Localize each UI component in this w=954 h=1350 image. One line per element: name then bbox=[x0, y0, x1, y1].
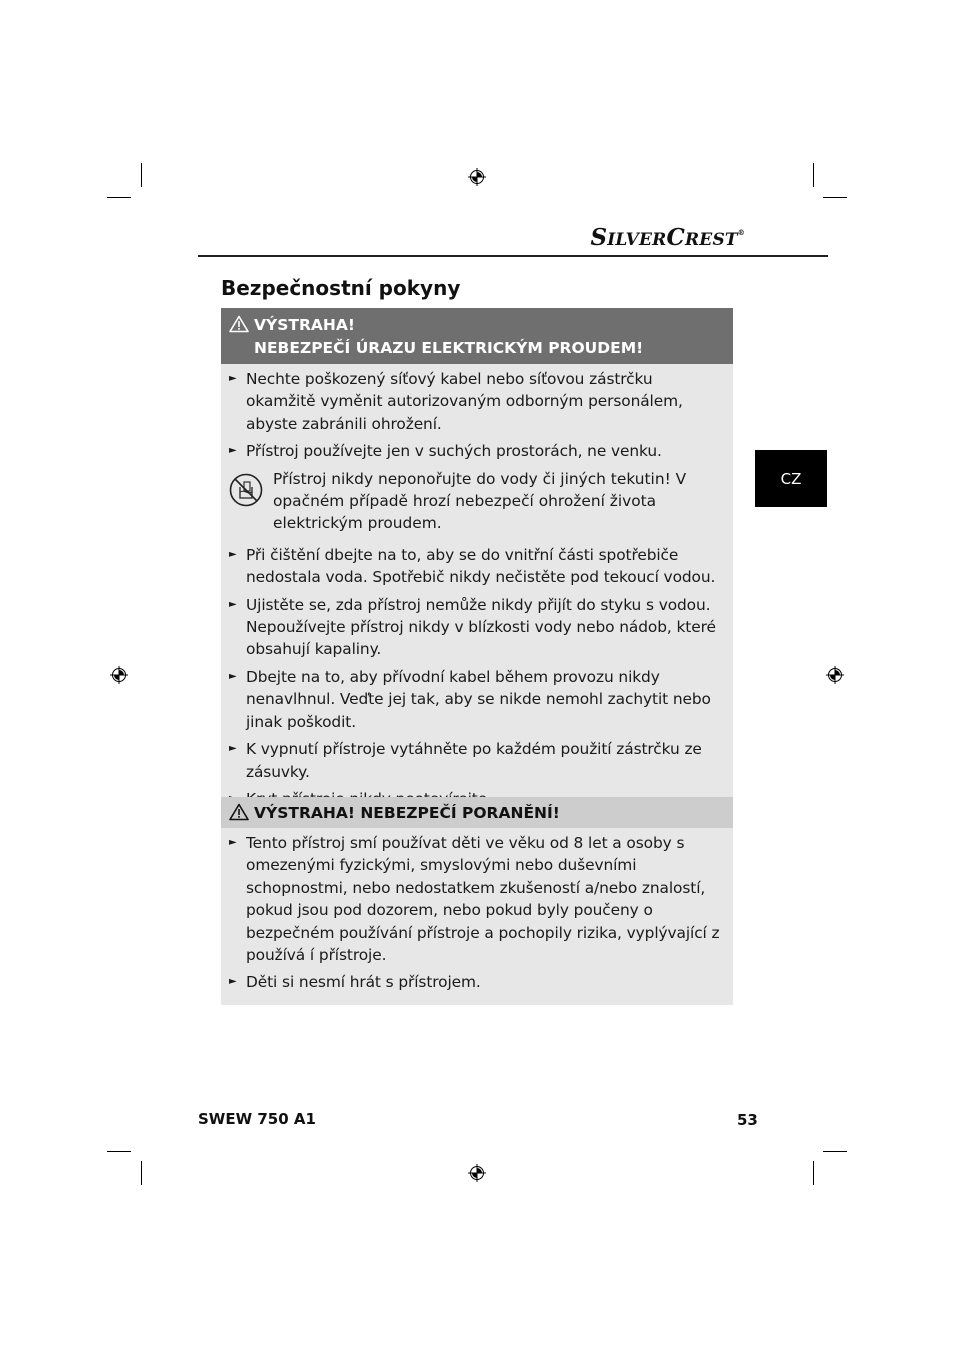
registration-mark-icon bbox=[468, 168, 486, 186]
bullet-icon: ► bbox=[229, 598, 237, 610]
no-immersion-icon bbox=[229, 473, 263, 507]
crop-mark bbox=[823, 197, 847, 198]
crop-mark bbox=[141, 1161, 142, 1185]
warning-box-electric bbox=[221, 308, 733, 821]
page-title: Bezpečnostní pokyny bbox=[221, 276, 461, 300]
brand-logo: SILVERCREST® bbox=[590, 224, 745, 251]
warning-heading-line: NEBEZPEČÍ ÚRAZU ELEKTRICKÝM PROUDEM! bbox=[254, 339, 644, 357]
bullet-icon: ► bbox=[229, 837, 237, 848]
header-rule bbox=[198, 255, 828, 257]
warning-body bbox=[221, 364, 733, 821]
warning-body bbox=[221, 828, 733, 1005]
list-item: ► Děti si nesmí hrát s přístrojem. bbox=[229, 973, 481, 992]
bullet-icon: ► bbox=[229, 373, 237, 384]
page-number: 53 bbox=[737, 1111, 758, 1129]
registration-mark-icon bbox=[110, 666, 128, 684]
list-item: ► Nechte poškozený síťový kabel nebo síťovou zástrčku okamžitě vyměnit autorizovaným odborným personálem, abyste zabránili ohrožení. bbox=[229, 370, 683, 433]
bullet-icon: ► bbox=[229, 976, 237, 988]
list-item: ► Při čištění dbejte na to, aby se do vnitřní části spotřebiče nedostala voda. Spotřebič nikdy nečistěte pod tekoucí vodou. bbox=[229, 545, 716, 587]
registration-mark-icon bbox=[468, 1164, 486, 1182]
warning-heading-line: VÝSTRAHA! NEBEZPEČÍ PORANĚNÍ! bbox=[254, 804, 560, 822]
bullet-icon: ► bbox=[229, 445, 237, 457]
warning-heading-line: VÝSTRAHA! bbox=[254, 316, 355, 334]
warning-triangle-icon bbox=[229, 315, 249, 333]
crop-mark bbox=[823, 1151, 847, 1152]
warning-heading bbox=[221, 308, 733, 364]
crop-mark bbox=[141, 163, 142, 187]
warning-heading bbox=[221, 797, 733, 828]
registration-mark-icon bbox=[826, 666, 844, 684]
language-tab: CZ bbox=[755, 450, 827, 507]
bullet-icon: ► bbox=[229, 743, 237, 755]
list-item: ► K vypnutí přístroje vytáhněte po každém použití zástrčku ze zásuvky. bbox=[229, 740, 702, 781]
model-number: SWEW 750 A1 bbox=[198, 1110, 316, 1128]
crop-mark bbox=[813, 163, 814, 187]
icon-note: Přístroj nikdy neponořujte do vody či jiných tekutin! V opačném případě hrozí nebezpečí ohrožení života elektrickým proudem. bbox=[228, 468, 722, 535]
warning-box-injury bbox=[221, 797, 733, 1005]
crop-mark bbox=[107, 1151, 131, 1152]
crop-mark bbox=[107, 197, 131, 198]
list-item: ► Dbejte na to, aby přívodní kabel během provozu nikdy nenavlhnul. Veďte jej tak, aby se nikde nemohl zachytit nebo jinak poškodit. bbox=[229, 667, 711, 731]
bullet-icon: ► bbox=[229, 548, 237, 560]
bullet-icon: ► bbox=[229, 670, 237, 682]
list-item: ► Tento přístroj smí používat děti ve věku od 8 let a osoby s omezenými fyzickými, smyslovými nebo duševními schopnostmi, nebo nedostatkem zkušeností a/nebo znalostí, pokud jsou pod dozorem, nebo pokud byly poučeny o bezpečném používání přístroje a pochopily rizika, vyplývající z používá í přístroje. bbox=[229, 834, 720, 965]
warning-triangle-icon bbox=[229, 803, 249, 821]
list-item: ► Přístroj používejte jen v suchých prostorách, ne venku. bbox=[229, 442, 662, 461]
crop-mark bbox=[813, 1161, 814, 1185]
list-item: ► Ujistěte se, zda přístroj nemůže nikdy přijít do styku s vodou. Nepoužívejte přístroj nikdy v blízkosti vody nebo nádob, které obsahují kapaliny. bbox=[229, 595, 716, 659]
